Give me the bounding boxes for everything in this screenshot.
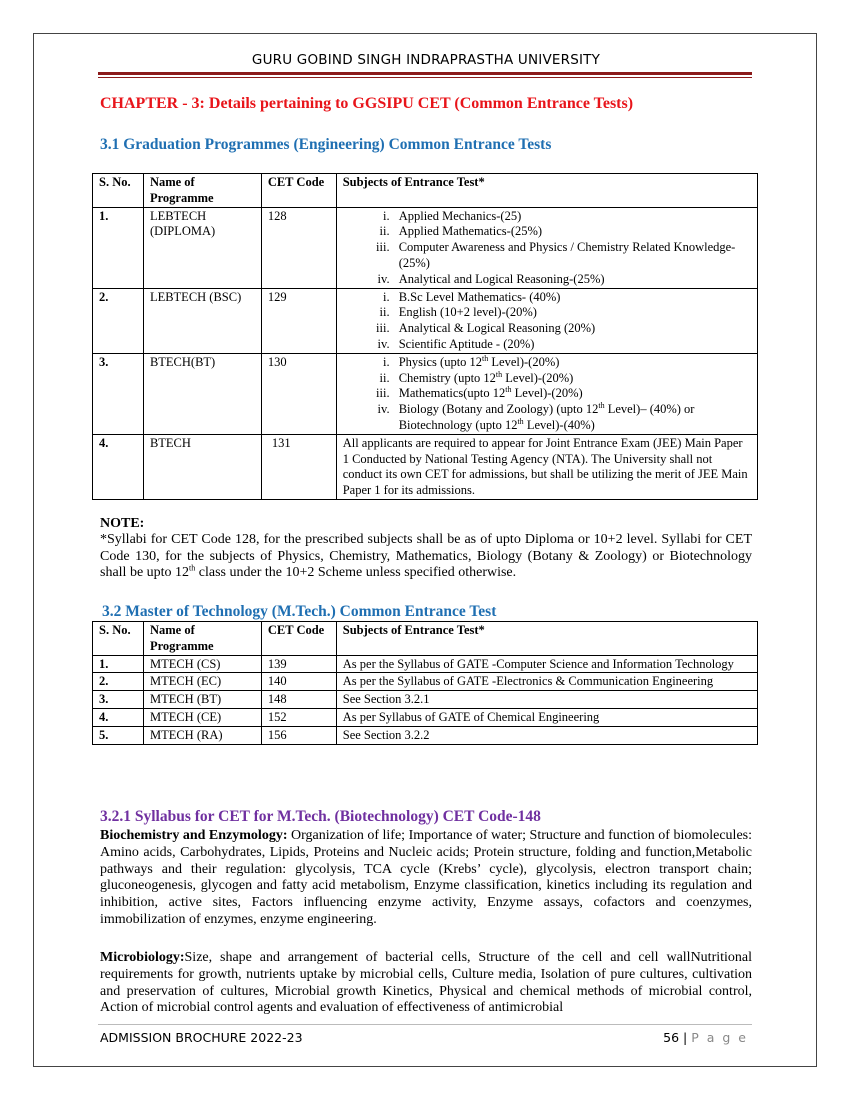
row-code: 129 — [261, 288, 336, 353]
row-name: LEBTECH (DIPLOMA) — [143, 207, 261, 288]
header-rule-thick — [98, 72, 752, 75]
row-subjects: As per the Syllabus of GATE -Computer Science and Information Technology — [336, 655, 757, 673]
page-header: GURU GOBIND SINGH INDRAPRASTHA UNIVERSITY — [251, 52, 601, 68]
table-row — [93, 434, 758, 499]
subject-item: ii. English (10+2 level)-(20%) — [393, 305, 751, 321]
table-row — [93, 726, 758, 744]
table-row — [93, 207, 758, 288]
row-name: LEBTECH (BSC) — [143, 288, 261, 353]
subject-item: i. Physics (upto 12th Level)-(20%) — [393, 355, 751, 371]
row-code: 148 — [261, 691, 336, 709]
row-code: 152 — [261, 708, 336, 726]
row-name: MTECH (EC) — [143, 673, 261, 691]
subject-item: iv. Biology (Botany and Zoology) (upto 12th Level)– (40%) or Biotechnology (upto 12th Level)-(40%) — [393, 402, 751, 434]
note-heading: NOTE: — [100, 516, 145, 531]
table-row — [93, 708, 758, 726]
row-name: BTECH(BT) — [143, 353, 261, 434]
col-sno: S. No. — [93, 174, 144, 208]
footer-brochure-title: ADMISSION BROCHURE 2022-23 — [100, 1030, 303, 1045]
table-row — [93, 288, 758, 353]
microbiology-paragraph: Microbiology:Size, shape and arrangement of bacterial cells, Structure of the cell and cell wallNutritional requirements for growth, nutrients uptake by microbial cells, Culture media, Isolation of pure cultures, cultivation and preservation of cultures, Microbial growth Kinetics, Physical and chemical methods of microbial control, Action of microbial control agents and evaluation of effectiveness of antimicrobial — [100, 950, 752, 1016]
row-code: 131 — [261, 434, 336, 499]
row-subjects: As per Syllabus of GATE of Chemical Engineering — [336, 708, 757, 726]
subject-item: ii. Applied Mathematics-(25%) — [393, 224, 751, 240]
col-name: Name of Programme — [143, 622, 261, 656]
row-subjects — [336, 353, 757, 434]
col-subjects: Subjects of Entrance Test* — [336, 174, 757, 208]
row-sno: 4. — [93, 708, 144, 726]
row-code: 130 — [261, 353, 336, 434]
subject-item: iii. Mathematics(upto 12th Level)-(20%) — [393, 386, 751, 402]
section-3-1-title: 3.1 Graduation Programmes (Engineering) Common Entrance Tests — [100, 136, 552, 153]
note-text: *Syllabi for CET Code 128, for the prescribed subjects shall be as of upto Diploma or 10+2 level. Syllabi for CET Code 130, for the subjects of Physics, Chemistry, Mathematics, Biology (Botany & Zoology) or Biotechnology shall be upto 12th class under the 10+2 Scheme unless specified otherwise. — [100, 532, 752, 580]
col-code: CET Code — [261, 622, 336, 656]
row-subjects: All applicants are required to appear for Joint Entrance Exam (JEE) Main Paper 1 Conducted by National Testing Agency (NTA). The University shall not conduct its own CET for admissions, but shall be utilizing the merit of JEE Main Paper 1 for its admissions. — [336, 434, 757, 499]
row-code: 139 — [261, 655, 336, 673]
mtech-cet-table — [92, 621, 758, 745]
table-row — [93, 655, 758, 673]
row-code: 140 — [261, 673, 336, 691]
subject-item: ii. Chemistry (upto 12th Level)-(20%) — [393, 371, 751, 387]
row-name: BTECH — [143, 434, 261, 499]
row-sno: 4. — [93, 434, 144, 499]
table-header-row — [93, 174, 758, 208]
biochemistry-label: Biochemistry and Enzymology: — [100, 828, 288, 843]
table-header-row — [93, 622, 758, 656]
microbiology-label: Microbiology: — [100, 950, 185, 965]
row-sno: 5. — [93, 726, 144, 744]
row-sno: 1. — [93, 655, 144, 673]
table-row — [93, 673, 758, 691]
row-sno: 3. — [93, 691, 144, 709]
row-name: MTECH (CS) — [143, 655, 261, 673]
chapter-title: CHAPTER - 3: Details pertaining to GGSIPU CET (Common Entrance Tests) — [100, 95, 634, 112]
subject-item: iii. Computer Awareness and Physics / Chemistry Related Knowledge-(25%) — [393, 240, 751, 272]
row-name: MTECH (RA) — [143, 726, 261, 744]
table-row — [93, 353, 758, 434]
header-rule-thin — [98, 77, 752, 78]
section-3-2-title: 3.2 Master of Technology (M.Tech.) Common Entrance Test — [102, 603, 497, 620]
row-code: 156 — [261, 726, 336, 744]
row-subjects: See Section 3.2.1 — [336, 691, 757, 709]
row-subjects — [336, 288, 757, 353]
row-sno: 1. — [93, 207, 144, 288]
col-sno: S. No. — [93, 622, 144, 656]
subject-item: iv. Scientific Aptitude - (20%) — [393, 337, 751, 353]
col-code: CET Code — [261, 174, 336, 208]
subject-item: i. B.Sc Level Mathematics- (40%) — [393, 290, 751, 306]
row-sno: 2. — [93, 673, 144, 691]
table-row — [93, 691, 758, 709]
footer-page-number: 56 | P a g e — [663, 1030, 748, 1045]
subject-item: i. Applied Mechanics-(25) — [393, 209, 751, 225]
row-sno: 2. — [93, 288, 144, 353]
row-name: MTECH (BT) — [143, 691, 261, 709]
subject-item: iv. Analytical and Logical Reasoning-(25%) — [393, 272, 751, 288]
col-name: Name of Programme — [143, 174, 261, 208]
row-subjects — [336, 207, 757, 288]
biochemistry-paragraph: Biochemistry and Enzymology: Organization of life; Importance of water; Structure and function of biomolecules: Amino acids, Carbohydrates, Lipids, Proteins and Nucleic acids; Protein structure, folding and function,Metabolic pathways and their regulation: glycolysis, TCA cycle (Krebs’ cycle), glycolysis, electron transport chain; gluconeogenesis, glycogen and fatty acid metabolism, Enzyme classification, kinetics including its regulation and inhibition, active sites, Factors influencing enzyme activity, Enzyme assays, cofactors and coenzymes, immobilization of enzymes, enzyme engineering. — [100, 828, 752, 927]
col-subjects: Subjects of Entrance Test* — [336, 622, 757, 656]
row-name: MTECH (CE) — [143, 708, 261, 726]
footer-rule — [98, 1024, 752, 1025]
engineering-cet-table — [92, 173, 758, 500]
row-subjects: As per the Syllabus of GATE -Electronics & Communication Engineering — [336, 673, 757, 691]
row-code: 128 — [261, 207, 336, 288]
row-sno: 3. — [93, 353, 144, 434]
row-subjects: See Section 3.2.2 — [336, 726, 757, 744]
section-3-2-1-title: 3.2.1 Syllabus for CET for M.Tech. (Biotechnology) CET Code-148 — [100, 808, 541, 825]
subject-item: iii. Analytical & Logical Reasoning (20%) — [393, 321, 751, 337]
